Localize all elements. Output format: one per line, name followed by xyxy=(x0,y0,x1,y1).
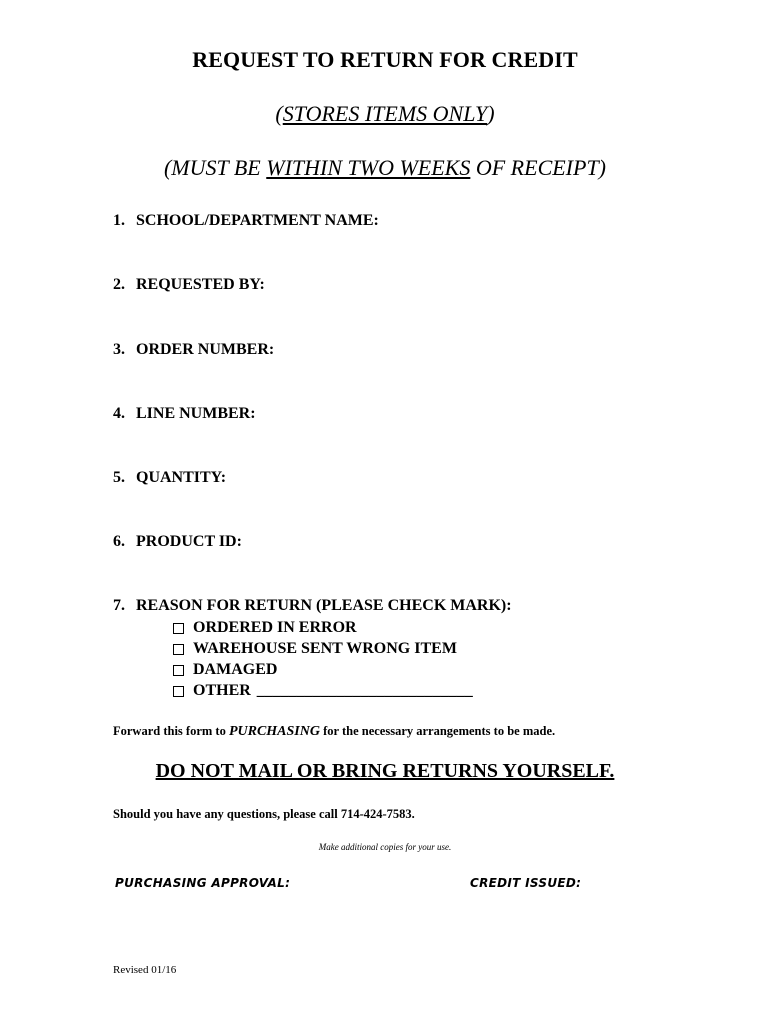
reason-label: DAMAGED xyxy=(193,661,278,678)
field-line-number[interactable] xyxy=(113,405,256,423)
subtitle2-after: OF RECEIPT) xyxy=(470,155,607,180)
field-number: 5. xyxy=(113,469,125,486)
field-number: 3. xyxy=(113,341,125,358)
field-quantity[interactable] xyxy=(113,469,226,487)
field-requested-by[interactable] xyxy=(113,276,265,294)
field-label: ORDER NUMBER: xyxy=(136,341,275,358)
other-blank-line[interactable]: ___________________________ xyxy=(256,682,473,699)
forward-instruction xyxy=(113,724,555,740)
subtitle-open-paren: ( xyxy=(275,101,283,126)
credit-issued-label: CREDIT ISSUED: xyxy=(470,876,582,890)
field-label: PRODUCT ID: xyxy=(136,533,242,550)
forward-before: Forward this form to xyxy=(113,724,229,738)
field-label: REQUESTED BY: xyxy=(136,276,265,293)
do-not-mail-warning: DO NOT MAIL OR BRING RETURNS YOURSELF. xyxy=(155,760,615,782)
reason-label: WAREHOUSE SENT WRONG ITEM xyxy=(193,640,457,657)
field-label: SCHOOL/DEPARTMENT NAME: xyxy=(136,212,379,229)
field-reason-for-return xyxy=(113,597,512,615)
reason-label: OTHER xyxy=(193,682,251,699)
copies-note: Make additional copies for your use. xyxy=(318,842,452,852)
field-label: QUANTITY: xyxy=(136,469,227,486)
form-title: REQUEST TO RETURN FOR CREDIT xyxy=(192,47,578,72)
field-order-number[interactable] xyxy=(113,341,274,359)
field-number: 2. xyxy=(113,276,125,293)
purchasing-approval-label: PURCHASING APPROVAL: xyxy=(115,876,291,890)
forward-purchasing: PURCHASING xyxy=(228,724,320,739)
field-label: REASON FOR RETURN (PLEASE CHECK MARK): xyxy=(136,597,512,614)
subtitle-close-paren: ) xyxy=(487,101,495,126)
subtitle2-within-two-weeks: WITHIN TWO WEEKS xyxy=(266,155,471,180)
form-subtitle-two-weeks xyxy=(0,155,770,181)
reason-ordered-in-error[interactable] xyxy=(173,619,357,637)
reason-label: ORDERED IN ERROR xyxy=(193,619,357,636)
reason-damaged[interactable] xyxy=(173,661,277,679)
form-subtitle-stores-only xyxy=(0,101,770,127)
field-number: 1. xyxy=(113,212,125,229)
field-label: LINE NUMBER: xyxy=(136,405,256,422)
checkbox[interactable] xyxy=(173,623,184,634)
forward-after: for the necessary arrangements to be made. xyxy=(319,724,556,738)
revision-note: Revised 01/16 xyxy=(113,964,177,976)
checkbox[interactable] xyxy=(173,644,184,655)
subtitle-stores-items-only: STORES ITEMS ONLY xyxy=(282,101,488,126)
field-number: 4. xyxy=(113,405,125,422)
reason-warehouse-wrong-item[interactable] xyxy=(173,640,457,658)
subtitle2-before: (MUST BE xyxy=(163,155,267,180)
questions-contact: Should you have any questions, please call 714-424-7583. xyxy=(113,807,415,821)
checkbox[interactable] xyxy=(173,686,184,697)
field-number: 7. xyxy=(113,597,125,614)
checkbox[interactable] xyxy=(173,665,184,676)
field-school-department[interactable] xyxy=(113,212,379,230)
field-product-id[interactable] xyxy=(113,533,242,551)
reason-other[interactable] xyxy=(173,682,473,700)
field-number: 6. xyxy=(113,533,125,550)
